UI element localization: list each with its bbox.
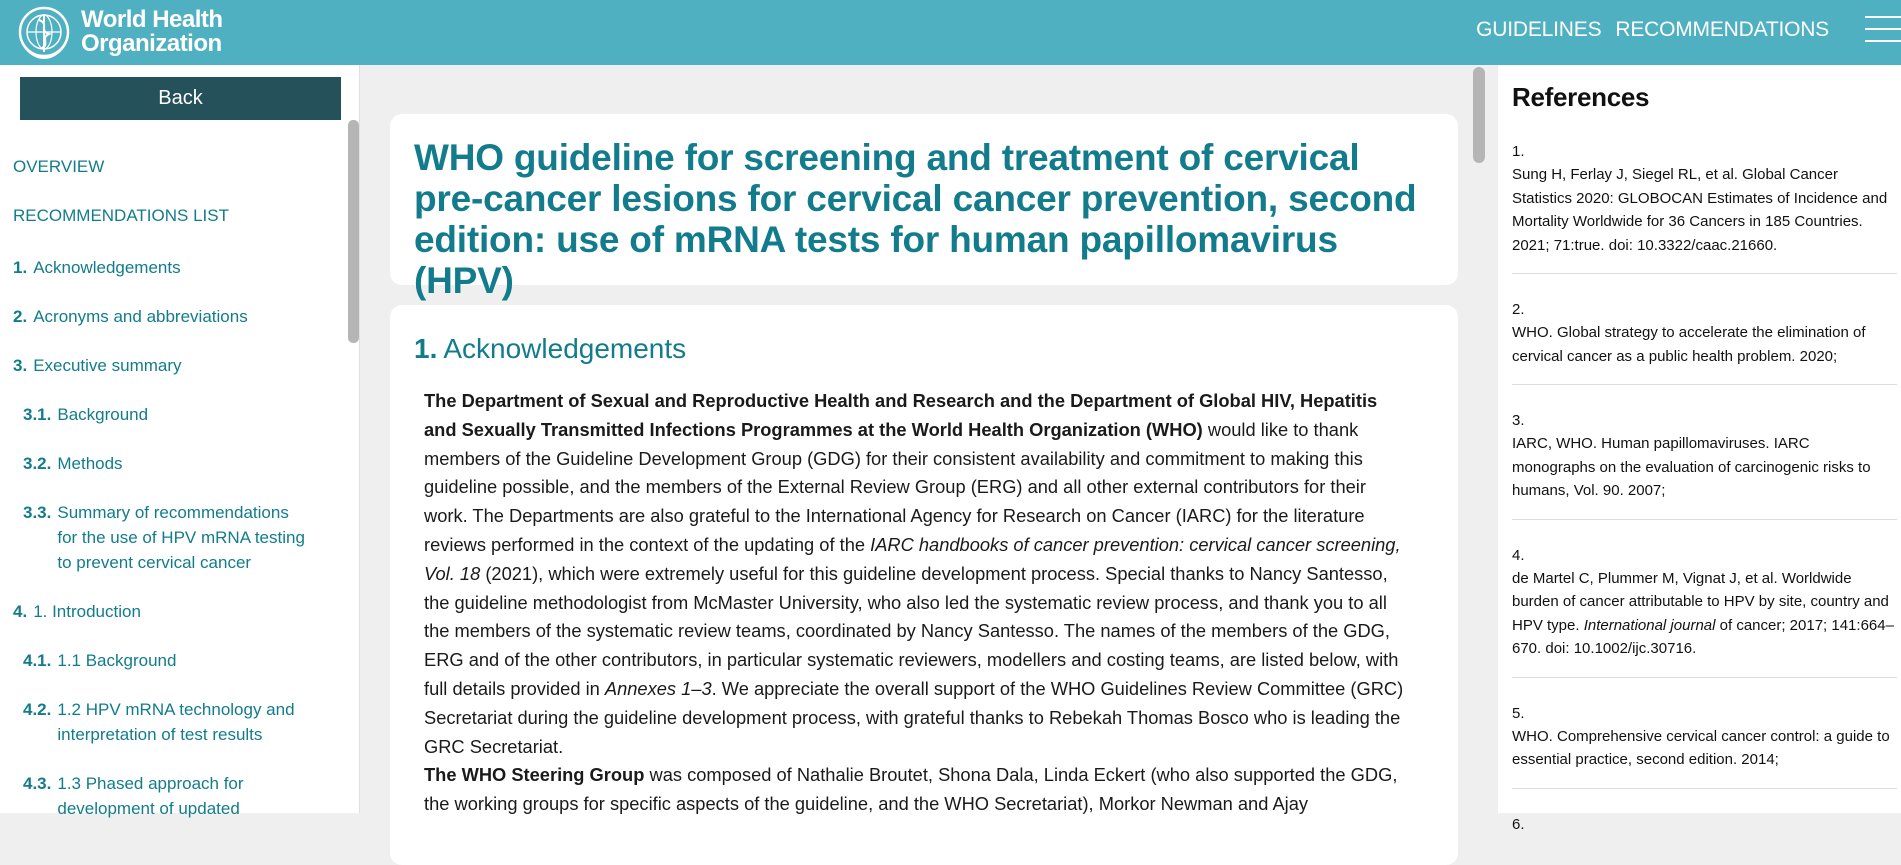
sidebar-item-label: Background <box>57 405 149 424</box>
sidebar-item-number: 3.3. <box>23 503 52 522</box>
sidebar-item-label: 1.1 Background <box>57 651 177 670</box>
reference-item <box>1512 140 1897 274</box>
sidebar-item-label: 1. Introduction <box>33 602 141 621</box>
title-card <box>390 114 1458 301</box>
sidebar-link-overview[interactable]: OVERVIEW <box>13 157 105 176</box>
reference-text <box>1512 567 1897 661</box>
main-scrollbar[interactable] <box>1473 67 1485 163</box>
sidebar-item[interactable] <box>13 255 333 280</box>
paragraph-italic: IARC handbooks of cancer prevention: cervical cancer screening, Vol. 18 <box>424 533 1401 584</box>
logo-text-line1: World Health <box>81 6 223 33</box>
reference-item <box>1512 544 1897 678</box>
paragraph-bold-lead: The Department of Sexual and Reproductive Health and Research and the Department of Global HIV, Hepatitis and Sexually Transmitted Infections Programmes at the World Health Organization (WHO) <box>424 390 1378 440</box>
sidebar-item-number: 1. <box>13 258 28 277</box>
paragraph-text: . We appreciate the overall support of the WHO Guidelines Review Committee (GRC) Secretariat during the guideline development process, with grateful thanks to Rebekah Thomas Bosco who is leading the GRC Secretariat. <box>424 677 1404 757</box>
page-title: WHO guideline for screening and treatment of cervical pre-cancer lesions for cervical cancer prevention, second edition: use of mRNA tests for human papillomavirus (HPV) <box>414 137 1417 301</box>
reference-item <box>1512 813 1897 852</box>
top-nav <box>1476 18 1829 42</box>
who-logo[interactable] <box>12 2 223 62</box>
sidebar-item-number: 3.1. <box>23 405 52 424</box>
sidebar-item-number: 4.1. <box>23 651 52 670</box>
reference-number: 2. <box>1512 301 1525 318</box>
sidebar-item[interactable] <box>13 771 263 821</box>
main-content <box>361 65 1498 813</box>
sidebar-item-label: 1.2 HPV mRNA technology and interpretation of test results <box>57 700 295 744</box>
paragraph-text: would like to thank members of the Guideline Development Group (GDG) for their consistent availability and commitment to making this guideline possible, and the members of the External Review Group (ERG) and all other external contributors for their work. The Departments are also grateful to the International Agency for Research on Cancer (IARC) for the literature reviews performed in the context of the updating of the <box>424 418 1366 555</box>
reference-number: 4. <box>1512 546 1525 564</box>
section-number: 1. <box>414 333 438 364</box>
hamburger-menu-icon[interactable] <box>1865 16 1901 44</box>
logo-text-line2: Organization <box>81 30 222 57</box>
sidebar-item-label: Executive summary <box>33 356 182 375</box>
paragraph-text: (2021), which were extremely useful for this guideline development process. Special thanks to Nancy Santesso, the guideline methodologist from McMaster University, who also led the systematic review process, and thank you to all the members of the systematic review teams, coordinated by Nancy Santesso. The names of the members of the GDG, ERG and of the other contributors, in particular systematic reviewers, modellers and costing teams, are listed below, with full details provided in <box>424 562 1399 699</box>
section-title: Acknowledgements <box>443 333 687 364</box>
sidebar-item[interactable] <box>13 304 333 329</box>
sidebar-item[interactable] <box>13 500 313 575</box>
back-button[interactable]: Back <box>20 77 341 120</box>
reference-number: 1. <box>1512 143 1525 160</box>
sidebar-item-number: 4. <box>13 602 28 621</box>
sidebar-item-number: 3. <box>13 356 28 375</box>
sidebar-item[interactable] <box>13 648 333 673</box>
sidebar-item-label: Summary of recommendations for the use of HPV mRNA testing to prevent cervical cancer <box>57 503 305 572</box>
paragraph-bold-lead: The WHO Steering Group <box>424 764 645 786</box>
reference-number: 6. <box>1512 815 1525 833</box>
paragraph-text: was composed of Nathalie Broutet, Shona Dala, Linda Eckert (who also supported the GDG, the working groups for specific aspects of the guideline, and the WHO Secretariat), Morkor Newman and Ajay <box>424 764 1398 815</box>
reference-number: 3. <box>1512 412 1525 429</box>
section-heading <box>414 333 1434 365</box>
sidebar-item-label: 1.3 Phased approach for development of updated <box>57 774 244 818</box>
reference-number: 5. <box>1512 704 1525 722</box>
sidebar-item[interactable] <box>13 353 333 378</box>
sidebar <box>0 65 360 818</box>
reference-text: IARC, WHO. Human papillomaviruses. IARC monographs on the evaluation of carcinogenic risks to humans, Vol. 90. 2007; <box>1512 435 1871 499</box>
sidebar-item[interactable] <box>13 697 313 747</box>
sidebar-item[interactable] <box>13 451 333 476</box>
sidebar-item-number: 4.3. <box>23 774 52 793</box>
reference-item <box>1512 409 1897 520</box>
sidebar-item[interactable] <box>13 599 333 624</box>
sidebar-item-number: 2. <box>13 307 28 326</box>
sidebar-item-number: 3.2. <box>23 454 52 473</box>
reference-item <box>1512 298 1897 385</box>
reference-text-part: de Martel C, Plummer M, Vignat J, et al. Worldwide burden of cancer attributable to HPV by site, country and HPV type. <box>1512 569 1889 634</box>
reference-item <box>1512 702 1897 789</box>
sidebar-nav <box>13 157 333 845</box>
nav-recommendations-link[interactable]: RECOMMENDATIONS <box>1615 18 1829 41</box>
reference-text: WHO. Comprehensive cervical cancer control: a guide to essential practice, second edition. 2014; <box>1512 727 1890 768</box>
sidebar-item-number: 4.2. <box>23 700 52 719</box>
nav-guidelines-link[interactable]: GUIDELINES <box>1476 18 1602 41</box>
sidebar-scrollbar[interactable] <box>348 120 359 343</box>
reference-text-part: of cancer; 2017; 141:664–670. doi: 10.1002/ijc.30716. <box>1512 616 1894 657</box>
body-paragraph <box>414 387 1414 819</box>
who-emblem-icon <box>12 2 76 62</box>
sidebar-link-recommendations-list[interactable]: RECOMMENDATIONS LIST <box>13 206 229 225</box>
references-panel <box>1498 65 1901 833</box>
top-bar <box>0 0 1901 65</box>
reference-text: Sung H, Ferlay J, Siegel RL, et al. Global Cancer Statistics 2020: GLOBOCAN Estimates of Incidence and Mortality Worldwide for 36 Cancers in 185 Countries. 2021; 71:true. doi: 10.3322/caac.21660. <box>1512 166 1888 254</box>
content-card <box>390 305 1458 865</box>
sidebar-item-label: Acronyms and abbreviations <box>33 307 248 326</box>
reference-text: WHO. Global strategy to accelerate the elimination of cervical cancer as a public health problem. 2020; <box>1512 324 1866 365</box>
reference-journal: International journal <box>1583 616 1716 634</box>
sidebar-item-label: Acknowledgements <box>33 258 181 277</box>
sidebar-item[interactable] <box>13 402 333 427</box>
references-heading: References <box>1512 82 1650 112</box>
sidebar-item-label: Methods <box>57 454 123 473</box>
annexes-link[interactable]: Annexes 1–3 <box>604 677 712 699</box>
